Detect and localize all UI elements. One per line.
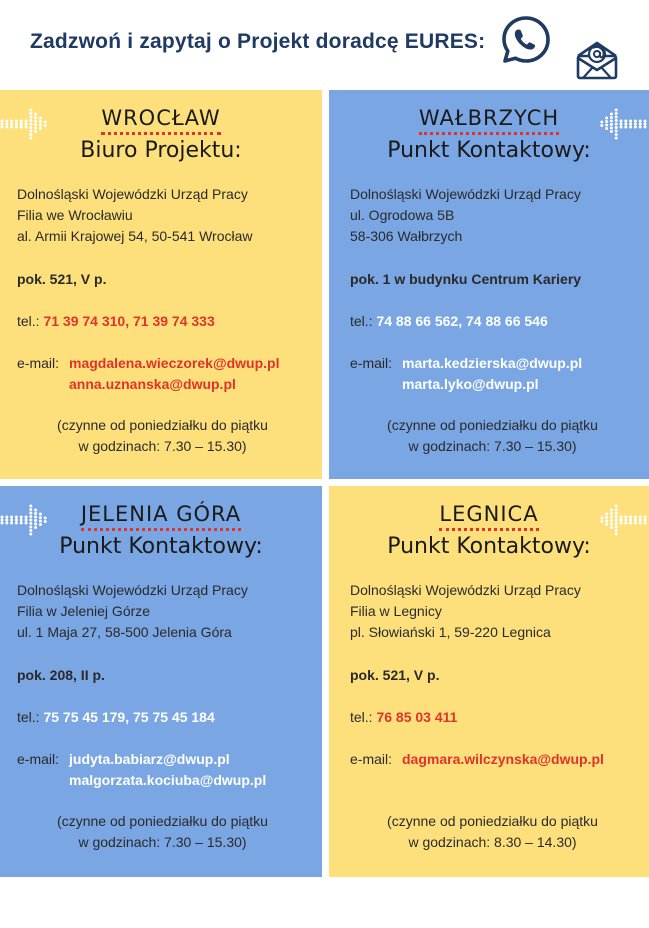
phone-row xyxy=(350,707,641,728)
card-jelenia-gora xyxy=(0,486,322,877)
address xyxy=(17,184,314,247)
email-label: e-mail: xyxy=(350,751,393,767)
email-row xyxy=(17,353,314,395)
card-wroclaw xyxy=(0,90,322,479)
whatsapp-phone-icon[interactable] xyxy=(500,14,552,66)
hours-line: w godzinach: 7.30 – 15.30) xyxy=(408,438,577,454)
city-title: WROCŁAW xyxy=(101,105,220,135)
opening-hours xyxy=(350,415,641,457)
phone-label: tel.: xyxy=(17,709,40,725)
phone-row xyxy=(17,311,314,332)
email-link[interactable]: malgorzata.kociuba@dwup.pl xyxy=(69,772,267,788)
phone-row xyxy=(17,707,314,728)
office-subtitle: Punkt Kontaktowy: xyxy=(59,534,263,559)
phone-numbers[interactable]: 71 39 74 310, 71 39 74 333 xyxy=(43,313,215,329)
address-line: al. Armii Krajowej 54, 50-541 Wrocław xyxy=(17,228,253,244)
page-title: Zadzwoń i zapytaj o Projekt doradcę EURES: xyxy=(30,30,486,53)
room-info: pok. 521, V p. xyxy=(17,271,107,287)
address-line: 58-306 Wałbrzych xyxy=(350,228,463,244)
email-row xyxy=(350,353,641,395)
hours-line: w godzinach: 8.30 – 14.30) xyxy=(408,834,577,850)
card-legnica xyxy=(329,486,649,877)
room-info: pok. 521, V p. xyxy=(350,667,440,683)
address-line: Dolnośląski Wojewódzki Urząd Pracy xyxy=(17,582,248,598)
address-line: pl. Słowiański 1, 59-220 Legnica xyxy=(350,624,551,640)
city-title: WAŁBRZYCH xyxy=(419,105,559,135)
phone-numbers[interactable]: 75 75 45 179, 75 75 45 184 xyxy=(43,709,215,725)
address-line: Filia w Jeleniej Górze xyxy=(17,603,151,619)
opening-hours xyxy=(17,415,314,457)
address xyxy=(350,184,641,247)
hours-line: (czynne od poniedziałku do piątku xyxy=(57,417,268,433)
office-subtitle: Punkt Kontaktowy: xyxy=(387,138,591,163)
email-link[interactable]: marta.kedzierska@dwup.pl xyxy=(402,355,583,371)
card-walbrzych xyxy=(329,90,649,479)
address-line: Dolnośląski Wojewódzki Urząd Pracy xyxy=(350,582,581,598)
hours-line: (czynne od poniedziałku do piątku xyxy=(387,813,598,829)
email-label: e-mail: xyxy=(17,355,60,371)
phone-label: tel.: xyxy=(350,709,373,725)
hours-line: (czynne od poniedziałku do piątku xyxy=(387,417,598,433)
email-label: e-mail: xyxy=(350,355,393,371)
office-subtitle: Biuro Projektu: xyxy=(80,138,242,163)
room-info: pok. 1 w budynku Centrum Kariery xyxy=(350,271,582,287)
address-line: ul. Ogrodowa 5B xyxy=(350,207,455,223)
city-title: JELENIA GÓRA xyxy=(81,501,241,531)
address-line: Dolnośląski Wojewódzki Urząd Pracy xyxy=(350,186,581,202)
email-link[interactable]: judyta.babiarz@dwup.pl xyxy=(69,751,230,767)
phone-label: tel.: xyxy=(350,313,373,329)
email-row xyxy=(350,749,641,770)
email-envelope-icon[interactable] xyxy=(574,36,620,80)
phone-numbers[interactable]: 74 88 66 562, 74 88 66 546 xyxy=(376,313,548,329)
address-line: Filia w Legnicy xyxy=(350,603,442,619)
address-line: Dolnośląski Wojewódzki Urząd Pracy xyxy=(17,186,248,202)
hours-line: w godzinach: 7.30 – 15.30) xyxy=(78,834,247,850)
hours-line: (czynne od poniedziałku do piątku xyxy=(57,813,268,829)
address xyxy=(350,580,641,643)
address xyxy=(17,580,314,643)
phone-label: tel.: xyxy=(17,313,40,329)
email-link[interactable]: magdalena.wieczorek@dwup.pl xyxy=(69,355,280,371)
address-line: ul. 1 Maja 27, 58-500 Jelenia Góra xyxy=(17,624,232,640)
opening-hours xyxy=(17,811,314,853)
office-subtitle: Punkt Kontaktowy: xyxy=(387,534,591,559)
phone-row xyxy=(350,311,641,332)
email-row xyxy=(17,749,314,791)
opening-hours xyxy=(350,811,641,853)
email-link[interactable]: dagmara.wilczynska@dwup.pl xyxy=(402,751,604,767)
hours-line: w godzinach: 7.30 – 15.30) xyxy=(78,438,247,454)
address-line: Filia we Wrocławiu xyxy=(17,207,133,223)
room-info: pok. 208, II p. xyxy=(17,667,105,683)
email-link[interactable]: anna.uznanska@dwup.pl xyxy=(69,376,236,392)
email-label: e-mail: xyxy=(17,751,60,767)
city-title: LEGNICA xyxy=(439,501,538,531)
phone-numbers[interactable]: 76 85 03 411 xyxy=(376,709,458,725)
email-link[interactable]: marta.lyko@dwup.pl xyxy=(402,376,539,392)
